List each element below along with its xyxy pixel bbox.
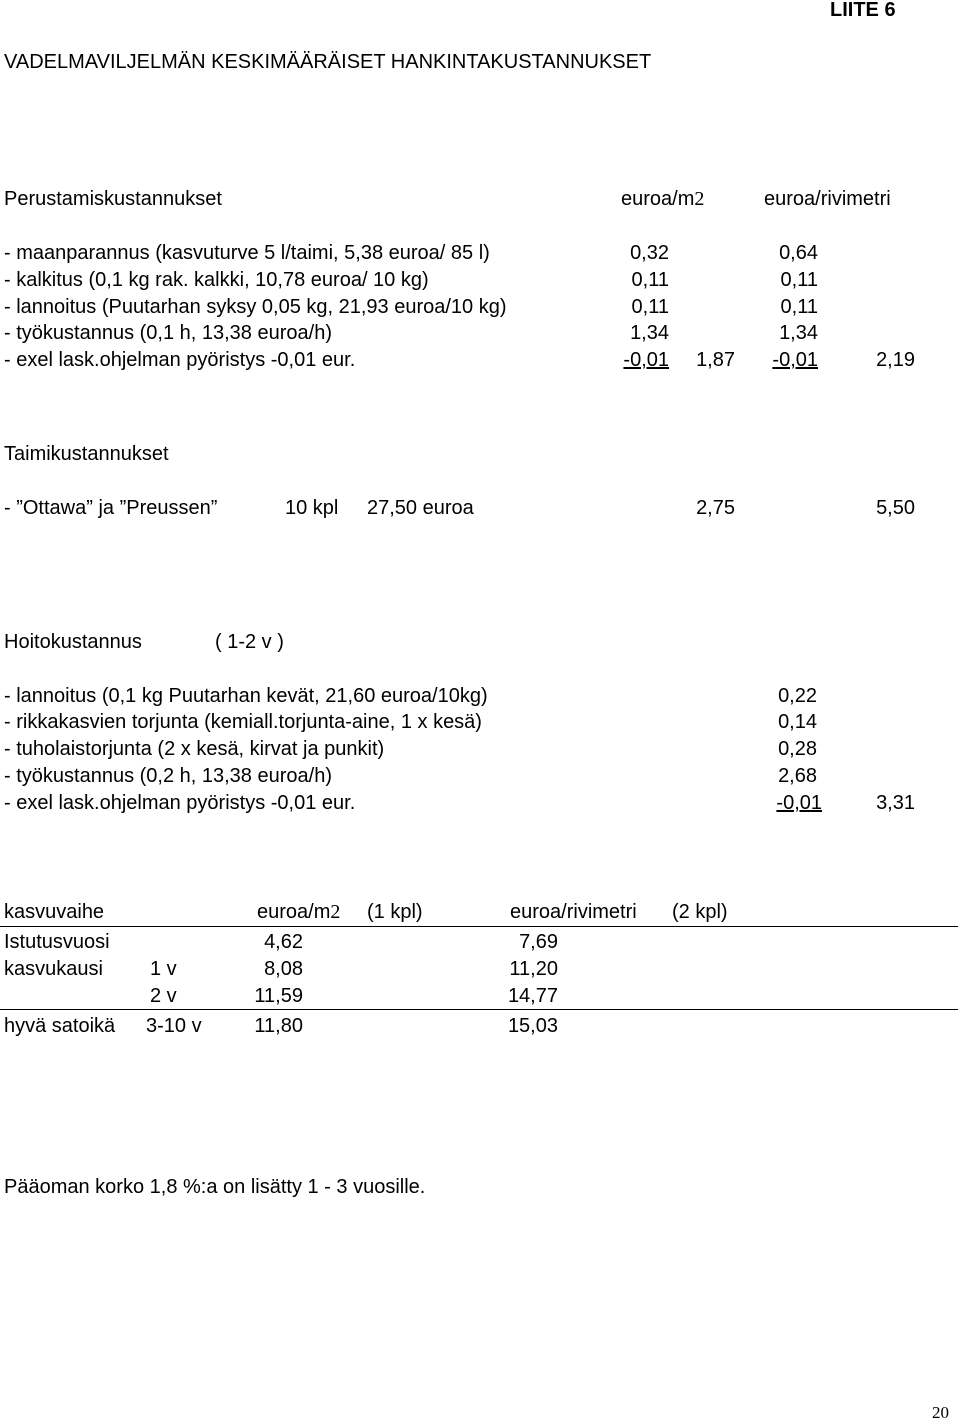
establishment-row-label: - työkustannus (0,1 h, 13,38 euroa/h) [4,322,332,344]
establishment-row-label: - exel lask.ohjelman pyöristys -0,01 eur. [4,349,356,371]
maintenance-row-label: - exel lask.ohjelman pyöristys -0,01 eur. [4,792,356,814]
page-number: 20 [932,1403,949,1422]
establishment-row-value-rm: 0,11 [780,269,818,291]
establishment-row-value-m2: 1,34 [630,322,669,344]
establishment-total-m2: 1,87 [696,349,735,371]
summary-row-stage: hyvä satoikä [4,1015,116,1037]
maintenance-row-label: - tuholaistorjunta (2 x kesä, kirvat ja punkit) [4,738,385,760]
summary-row-value-rm: 7,69 [519,931,558,953]
col-unit-m2: euroa/m2 [621,188,705,210]
maintenance-row-value: 0,22 [778,685,817,707]
summary-row-sub: 1 v [150,958,177,980]
summary-header-m2-qty: (1 kpl) [367,901,423,923]
seedlings-value-rm: 5,50 [876,497,915,519]
summary-row-value-m2: 4,62 [264,931,303,953]
maintenance-row-label: - lannoitus (0,1 kg Puutarhan kevät, 21,60 euroa/10kg) [4,685,488,707]
maintenance-period: ( 1-2 v ) [215,631,284,653]
establishment-total-rm: 2,19 [876,349,915,371]
maintenance-row-value: 0,14 [778,711,817,733]
establishment-row-label: - kalkitus (0,1 kg rak. kalkki, 10,78 euroa/ 10 kg) [4,269,429,291]
establishment-row-value-m2: 0,11 [631,269,669,291]
summary-row-value-m2: 11,59 [254,985,303,1007]
summary-row-sub: 3-10 v [146,1015,202,1037]
establishment-row-value-rm: 0,64 [779,242,818,264]
footnote: Pääoman korko 1,8 %:a on lisätty 1 - 3 vuosille. [4,1176,426,1198]
establishment-row-value-rm: -0,01 [772,349,818,371]
seedlings-price: 27,50 euroa [367,497,474,519]
maintenance-row-label: - työkustannus (0,2 h, 13,38 euroa/h) [4,765,332,787]
summary-row-stage: Istutusvuosi [4,931,110,953]
summary-header-rule [0,926,958,927]
seedlings-quantity: 10 kpl [285,497,339,519]
establishment-row-value-m2: 0,11 [631,296,669,318]
summary-row-rule [0,1009,958,1010]
summary-header-rm: euroa/rivimetri [510,901,637,923]
maintenance-row-value: 2,68 [778,765,817,787]
maintenance-heading: Hoitokustannus [4,631,142,653]
summary-row-value-rm: 11,20 [509,958,558,980]
summary-row-value-m2: 8,08 [264,958,303,980]
summary-row-value-m2: 11,80 [254,1015,303,1037]
summary-row-value-rm: 14,77 [507,985,558,1007]
establishment-heading: Perustamiskustannukset [4,188,222,210]
summary-header-rm-qty: (2 kpl) [672,901,728,923]
maintenance-total: 3,31 [876,792,915,814]
summary-row-sub: 2 v [150,985,177,1007]
maintenance-row-value: -0,01 [776,792,822,814]
establishment-row-value-rm: 0,11 [780,296,818,318]
summary-row-value-rm: 15,03 [507,1015,558,1037]
seedlings-value-m2: 2,75 [696,497,735,519]
summary-header-stage: kasvuvaihe [4,901,105,923]
col-unit-rivimetri: euroa/rivimetri [764,188,891,210]
establishment-row-value-m2: -0,01 [623,349,669,371]
appendix-label: LIITE 6 [830,0,896,21]
establishment-row-value-m2: 0,32 [630,242,669,264]
maintenance-row-value: 0,28 [778,738,817,760]
maintenance-row-label: - rikkakasvien torjunta (kemiall.torjunta-aine, 1 x kesä) [4,711,482,733]
establishment-row-label: - lannoitus (Puutarhan syksy 0,05 kg, 21,93 euroa/10 kg) [4,296,507,318]
summary-header-m2: euroa/m2 [257,901,341,923]
page-title: VADELMAVILJELMÄN KESKIMÄÄRÄISET HANKINTAKUSTANNUKSET [4,51,652,73]
establishment-row-value-rm: 1,34 [779,322,818,344]
seedlings-heading: Taimikustannukset [4,443,169,465]
seedlings-label: - ”Ottawa” ja ”Preussen” [4,497,218,519]
summary-row-stage: kasvukausi [4,958,103,980]
establishment-row-label: - maanparannus (kasvuturve 5 l/taimi, 5,38 euroa/ 85 l) [4,242,490,264]
